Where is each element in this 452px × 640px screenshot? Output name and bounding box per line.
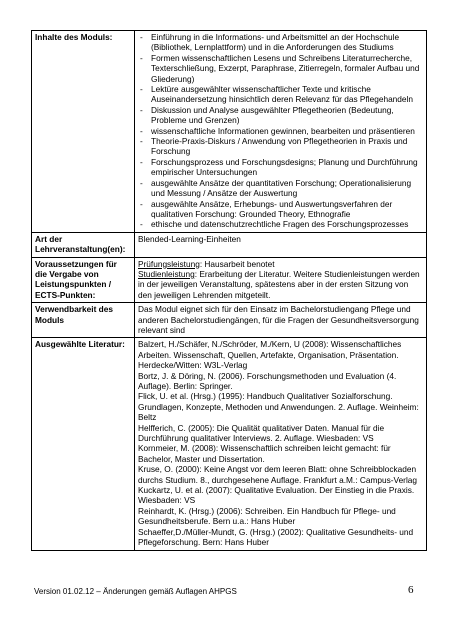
row-art (32, 232, 427, 257)
literature-entry: Helfferich, C. (2005): Die Qualität qualitativer Daten. Manual für die Durchführung qualitativer Interviews. 2. Auflage. Wiesbaden: VS (138, 422, 385, 444)
literature-entry: Kuckartz, U. et al. (2007): Qualitative Evaluation. Der Einstieg in die Praxis. Wiesbaden: VS (138, 485, 415, 506)
list-item: - Formen wissenschaftlichen Lesens und Schreibens Literaturrecherche, Texterschließung, Exzerpt, Paraphrase, Zitierregeln, formaler Aufbau und Gliederung) (138, 53, 423, 84)
studienleistung-label: Studienleistung (138, 268, 195, 279)
list-item: - Theorie-Praxis-Diskurs / Anwendung von Pflegetheorien in Praxis und Forschung (138, 136, 423, 157)
row-verwendbarkeit (32, 303, 427, 338)
label-inhalte: Inhalte des Moduls: (32, 31, 135, 233)
inhalte-list (138, 32, 423, 230)
literature-entry: Schaeffer,D./Müller-Mundt, G. (Hrsg.) (2002): Qualitative Gesundheits- und Pflegeforschung. Bern: Hans Huber (138, 526, 414, 548)
list-item: - ausgewählte Ansätze der quantitativen Forschung; Operationalisierung und Messung / Ansätze der Auswertung (138, 178, 423, 199)
literature-entry: Flick, U. et al. (Hrsg.) (1995): Handbuch Qualitativer Sozialforschung. Grundlagen, Konzepte, Methoden und Anwendungen. 2. Auflage. Weinheim: Beltz (138, 391, 419, 423)
pruefungsleistung-text: : Hausarbeit benotet (199, 258, 275, 269)
literature-entry: Kruse, O. (2000): Keine Angst vor dem leeren Blatt: ohne Schreibblockaden durchs Studium. 8., durchgesehene Auflage. Frankfurt a.M.: Campus-Verlag (138, 464, 418, 485)
content-art: Blended-Learning-Einheiten (135, 232, 427, 257)
label-voraussetzungen: Voraussetzungen für die Vergabe von Leistungspunkten / ECTS-Punkten: (32, 257, 135, 303)
page-number: 6 (408, 584, 414, 596)
row-inhalte (32, 31, 427, 233)
literature-entry: Bortz, J. & Döring, N. (2006). Forschungsmethoden und Evaluation (4. Auflage). Berlin: Springer. (138, 370, 397, 391)
pruefungsleistung (138, 259, 423, 269)
list-item: - Forschungsprozess und Forschungsdesigns; Planung und Durchführung empirischer Untersuchungen (138, 157, 423, 178)
label-art: Art der Lehrveranstaltung(en): (32, 232, 135, 257)
content-literatur (135, 338, 427, 550)
label-literatur: Ausgewählte Literatur: (32, 338, 135, 550)
row-literatur (32, 338, 427, 550)
list-item: - Diskussion und Analyse ausgewählter Pflegetheorien (Bedeutung, Probleme und Grenzen) (138, 105, 423, 126)
list-item: - Einführung in die Informations- und Arbeitsmittel an der Hochschule (Bibliothek, Lernplattform) und in die Anforderungen des Studiums (138, 32, 423, 53)
label-verwendbarkeit: Verwendbarkeit des Moduls (32, 303, 135, 338)
list-item: - Lektüre ausgewählter wissenschaftlicher Texte und kritische Auseinandersetzung hinsichtlich deren Relevanz für das Pflegehandeln (138, 84, 423, 105)
content-inhalte (135, 31, 427, 233)
list-item: - wissenschaftliche Informationen gewinnen, bearbeiten und präsentieren (138, 126, 423, 136)
literature-entry: Balzert, H./Schäfer, N./Schröder, M./Kern, U (2008): Wissenschaftliches Arbeiten. Wissenschaft, Quellen, Artefakte, Organisation, Präsentation. Herdecke/Witten: W3L-Verlag (138, 339, 402, 371)
content-verwendbarkeit: Das Modul eignet sich für den Einsatz im Bachelorstudiengang Pflege und anderen Bachelorstudiengängen, für die Fragen der Gesundheitsversorgung relevant sind (135, 303, 427, 338)
footer-version: Version 01.02.12 – Änderungen gemäß Auflagen AHPGS (34, 587, 237, 596)
studienleistung-text: : Erarbeitung der Literatur. Weitere Studienleistungen werden in der jeweiligen Veranstaltung, spätestens aber in der ersten Sitzung von den jeweiligen Lehrenden mitgeteilt. (138, 268, 420, 300)
row-voraussetzungen (32, 257, 427, 303)
list-item: - ethische und datenschutzrechtliche Fragen des Forschungsprozesses (138, 219, 423, 229)
studienleistung (138, 269, 423, 300)
module-table (31, 30, 427, 551)
content-voraussetzungen (135, 257, 427, 303)
list-item: - ausgewählte Ansätze, Erhebungs- und Auswertungsverfahren der qualitativen Forschung: Grounded Theory, Ethnografie (138, 199, 423, 220)
pruefungsleistung-label: Prüfungsleistung (138, 258, 200, 269)
literature-entry: Reinhardt, K. (Hrsg.) (2006): Schreiben. Ein Handbuch für Pflege- und Gesundheitsberufe. Bern u.a.: Hans Huber (138, 505, 396, 527)
literature-entry: Kornmeier, M. (2008): Wissenschaftlich schreiben leicht gemacht: für Bachelor, Master und Dissertation. (138, 443, 391, 464)
